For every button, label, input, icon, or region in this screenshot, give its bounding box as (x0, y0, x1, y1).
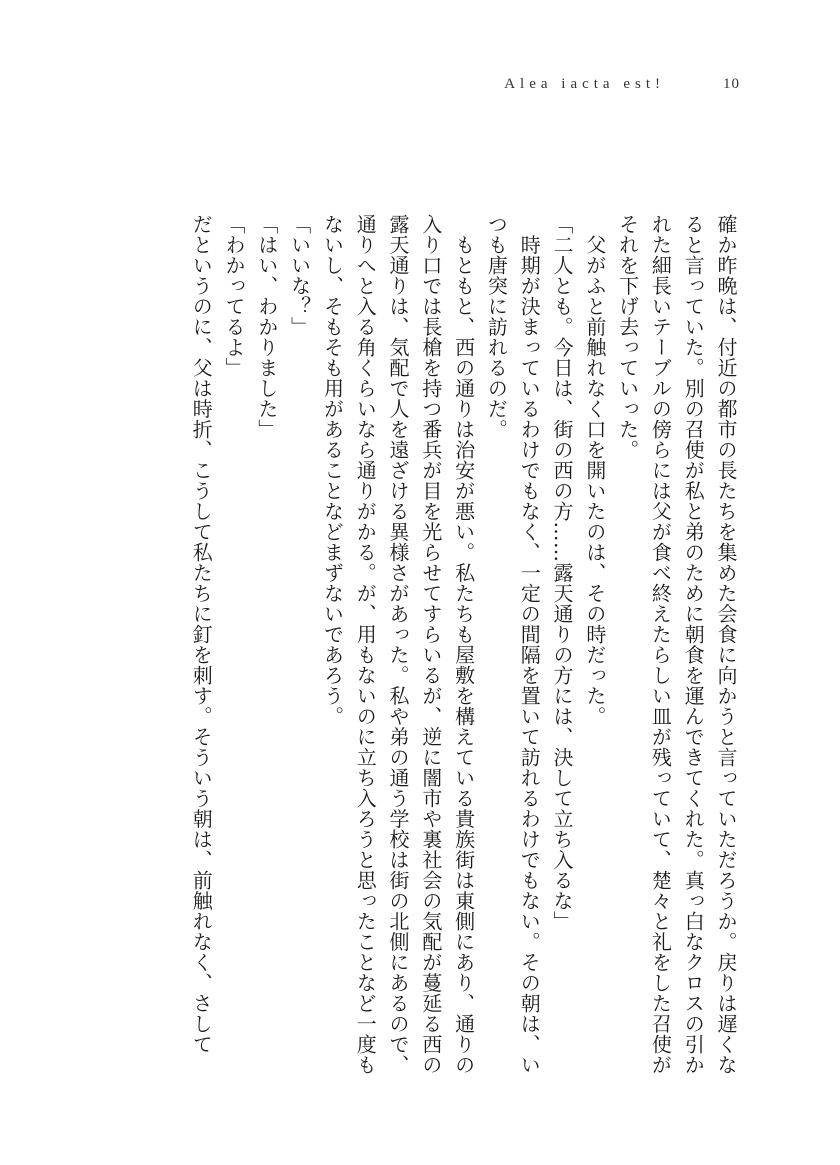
dialogue-line: 「はい、わかりました」 (254, 214, 279, 440)
paragraph: 確か昨晩は、付近の都市の長たちを集めた会食に向かうと言っていただろうか。戻りは遅くなると言っていた。別の召使が私と弟のために朝食を運んできてくれた。真っ白なクロスの引かれた細長いテーブルの傍らには父が食べ終えたらしい皿が残っていて、楚々と礼をした召使がそれを下げ去っていった。 (615, 214, 738, 1075)
running-header (504, 76, 740, 93)
paragraph: 時期が決まっているわけでもなく、一定の間隔を置いて訪れるわけでもない。その朝は、いつも唐突に訪れるのだ。 (484, 214, 542, 1075)
page-number: 10 (723, 76, 740, 92)
paragraph: だというのに、父は時折、こうして私たちに釘を刺す。そういう朝は、前触れなく、さして (189, 214, 214, 1055)
vertical-body-text (62, 214, 742, 1084)
paragraph: もともと、西の通りは治安が悪い。私たちも屋敷を構えている貴族街は東側にあり、通りの入り口では長槍を持つ番兵が目を光らせてすらいるが、逆に闇市や裏社会の気配が蔓延る西の露天通りは、気配で人を遠ざける異様さがあった。私や弟の通う学校は街の北側にあるので、通りへと入る角くらいなら通りがかる。が、用もないのに立ち入ろうと思ったことなど一度もないし、そもそも用があることなどまずないであろう。 (320, 214, 476, 1075)
paragraph: 父がふと前触れなく口を開いたのは、その時だった。 (582, 214, 607, 727)
running-title: Alea iacta est! (504, 76, 665, 92)
dialogue-line: 「わかってるよ」 (222, 214, 247, 378)
dialogue-line: 「二人とも。今日は、街の西の方……露天通りの方には、決して立ち入るな」 (550, 214, 575, 932)
dialogue-line: 「いいな？」 (287, 214, 312, 337)
